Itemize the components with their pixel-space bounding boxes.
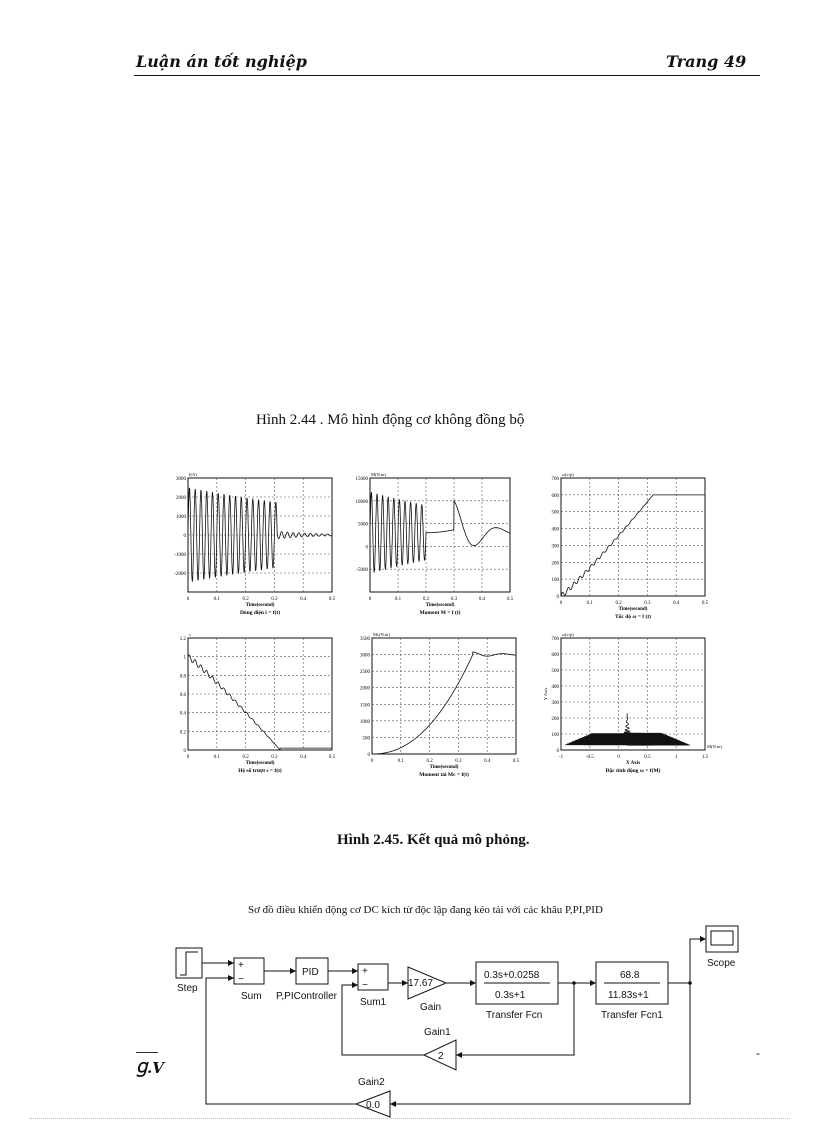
- y-tick-label: 0.2: [179, 730, 186, 736]
- y-tick-label: 1000: [176, 515, 186, 520]
- gain-value: 17.67: [408, 978, 434, 989]
- tf1-label: Transfer Fcn1: [601, 1010, 663, 1021]
- y-tick-label: 3000: [176, 477, 186, 482]
- plot-frame: [372, 638, 516, 754]
- x-tick-label: 0.2: [242, 755, 249, 760]
- x-tick-label: 0.1: [586, 601, 593, 606]
- y-axis-unit: I(A): [189, 472, 197, 477]
- x-tick-label: 0.3: [455, 759, 462, 764]
- x-tick-label: 0.4: [478, 597, 486, 602]
- plot-title: Hệ số trượt s = f(t): [238, 768, 282, 774]
- x-tick-label: 0.3: [450, 597, 458, 602]
- x-tick-label: 0: [186, 755, 190, 760]
- scope-label: Scope: [707, 958, 736, 969]
- y-axis-unit: s: [189, 632, 191, 637]
- y-tick-label: 400: [551, 527, 559, 533]
- x-tick-label: 0.2: [615, 601, 622, 606]
- plot-frame: [370, 478, 510, 592]
- y-axis-unit: ω(v/p): [562, 632, 574, 637]
- x-tick-label: 0.5: [328, 755, 336, 760]
- plot-2: [356, 472, 514, 616]
- sum-label: Sum: [241, 991, 262, 1002]
- x-tick-label: 0.4: [673, 601, 680, 606]
- x-axis-unit: M(N.m): [707, 744, 722, 749]
- figure-caption-2-44: Hình 2.44 . Mô hình động cơ không đồng bộ: [256, 412, 525, 428]
- y-tick-label: 2000: [360, 686, 370, 692]
- plot-1: [174, 472, 335, 616]
- x-tick-label: 0.4: [484, 759, 491, 764]
- page-number: Trang 49: [666, 52, 747, 71]
- y-tick-label: 300: [551, 544, 559, 550]
- x-tick-label: 0: [368, 597, 372, 602]
- plot-title: Moment M = f (t): [419, 610, 461, 616]
- y-tick-label: 0: [183, 749, 186, 754]
- y-tick-label: 1: [183, 655, 186, 661]
- y-tick-label: 0: [183, 534, 186, 539]
- y-tick-label: 0: [367, 753, 370, 758]
- x-tick-label: 0.2: [422, 597, 430, 602]
- y-tick-label: 0: [556, 595, 559, 600]
- tf1-denominator: 11.83s+1: [608, 990, 649, 1001]
- x-tick-label: 0.5: [644, 755, 651, 760]
- x-tick-label: 1.5: [701, 755, 709, 760]
- footer-rule: [136, 1052, 158, 1053]
- y-tick-label: 100: [551, 578, 559, 584]
- y-tick-label: 10000: [355, 499, 368, 505]
- x-tick-label: 0.1: [213, 755, 220, 760]
- x-tick-label: 0.2: [242, 597, 249, 602]
- y-tick-label: 2500: [360, 670, 370, 676]
- gain1-label: Gain1: [424, 1027, 451, 1038]
- y-tick-label: 3000: [360, 653, 370, 659]
- y-tick-label: 5000: [358, 522, 368, 528]
- y-tick-label: 500: [551, 669, 559, 674]
- y-tick-label: 1.2: [179, 637, 186, 642]
- y-tick-label: 700: [551, 477, 559, 482]
- x-tick-label: -0.5: [585, 755, 594, 760]
- x-axis-label: Time(second): [618, 607, 648, 612]
- y-axis-unit: Mc(N.m): [373, 632, 390, 637]
- y-tick-label: 15000: [355, 477, 368, 482]
- x-tick-label: 0.1: [397, 759, 404, 764]
- plot-4: [180, 632, 336, 774]
- header-title: Luận án tốt nghiệp: [136, 52, 307, 71]
- x-tick-label: 0.4: [300, 755, 307, 760]
- x-axis-label: Time(second): [429, 765, 459, 770]
- x-tick-label: 0: [186, 597, 190, 602]
- plot-title: Dòng điện i = f(t): [239, 610, 281, 616]
- x-axis-label: Time(second): [245, 761, 275, 766]
- tf-label: Transfer Fcn: [486, 1010, 543, 1021]
- gain2-label: Gain2: [358, 1077, 385, 1088]
- plot-title: Moment tải Mc = f(t): [419, 772, 469, 778]
- y-tick-label: 1500: [360, 703, 370, 709]
- x-tick-label: 0.2: [426, 759, 433, 764]
- y-tick-label: 200: [551, 561, 559, 567]
- y-tick-label: 500: [362, 736, 370, 742]
- y-tick-label: 500: [551, 510, 559, 516]
- gain2-value: 0.0: [366, 1100, 380, 1111]
- y-axis-unit: ω(v/p): [562, 472, 574, 477]
- tf-numerator: 0.3s+0.0258: [484, 970, 540, 981]
- x-tick-label: 0.1: [394, 597, 402, 602]
- x-tick-label: 0: [559, 601, 563, 606]
- diagram-title: Sơ đồ điều khiển động cơ DC kích từ độc lập đang kéo tải với các khâu P,PI,PID: [248, 904, 603, 916]
- footer-initials: Ɡ.V: [136, 1059, 164, 1077]
- x-tick-label: 1: [674, 755, 678, 760]
- x-tick-label: 0.3: [271, 755, 278, 760]
- sum-plus: +: [238, 960, 244, 971]
- footer-dash: -: [756, 1046, 760, 1060]
- x-tick-label: -1: [558, 755, 564, 760]
- y-tick-label: 3500: [360, 637, 370, 642]
- x-tick-label: 0.4: [300, 597, 307, 602]
- simulation-plots: [174, 472, 722, 778]
- y-tick-label: 0.6: [179, 693, 186, 698]
- pid-box-label: PID: [302, 967, 319, 978]
- y-tick-label: 0.8: [179, 674, 186, 680]
- tf1-numerator: 68.8: [620, 970, 640, 981]
- x-axis-label: Time(second): [245, 603, 275, 608]
- x-tick-label: 0.5: [506, 597, 514, 602]
- sum-minus: −: [238, 974, 244, 985]
- plot-frame: [561, 478, 705, 596]
- y-tick-label: -1000: [174, 553, 186, 558]
- y-tick-label: 200: [551, 717, 559, 722]
- y-tick-label: 100: [551, 733, 559, 738]
- pid-label: P,PIController: [276, 991, 337, 1002]
- plot-title: Tốc độ ω = f (t): [614, 614, 652, 620]
- plot-title: Đặc tính động ω = f(M): [605, 768, 661, 774]
- sum1-plus: +: [362, 966, 368, 977]
- y-tick-label: 2000: [176, 496, 186, 501]
- plot-5: [360, 632, 520, 778]
- gain-label: Gain: [420, 1002, 442, 1013]
- x-tick-label: 0.3: [644, 601, 651, 606]
- y-tick-label: 0.4: [179, 711, 186, 717]
- x-tick-label: 0: [370, 759, 374, 764]
- y-tick-label: 400: [551, 685, 559, 690]
- x-tick-label: 0.5: [512, 759, 520, 764]
- sum1-minus: −: [362, 980, 368, 991]
- y-tick-label: 600: [551, 653, 559, 658]
- x-axis-label: X Axis: [625, 761, 641, 766]
- y-tick-label: -5000: [356, 568, 368, 574]
- plot-3: [552, 472, 709, 620]
- y-tick-label: 0: [556, 749, 559, 754]
- y-tick-label: 300: [551, 701, 559, 706]
- y-tick-label: 0: [365, 545, 368, 551]
- sum1-label: Sum1: [360, 997, 387, 1008]
- x-tick-label: 0.5: [328, 597, 336, 602]
- step-label: Step: [177, 983, 198, 994]
- y-tick-label: 700: [551, 637, 559, 642]
- footer-dotted-line: [30, 1118, 790, 1119]
- x-tick-label: 0.5: [701, 601, 709, 606]
- plot-6: [543, 632, 722, 774]
- y-tick-label: 600: [551, 493, 559, 499]
- simulink-diagram: [176, 904, 738, 1117]
- x-tick-label: 0.3: [271, 597, 278, 602]
- y-tick-label: -2000: [174, 572, 186, 577]
- y-tick-label: 1000: [360, 719, 370, 725]
- figure-caption-2-45: Hình 2.45. Kết quả mô phỏng.: [337, 832, 530, 848]
- x-tick-label: 0: [617, 755, 620, 760]
- tf-denominator: 0.3s+1: [495, 990, 526, 1001]
- y-axis-label: Y Axis: [543, 687, 548, 701]
- x-axis-label: Time(second): [425, 603, 455, 608]
- y-axis-unit: M(N.m): [371, 472, 386, 477]
- x-tick-label: 0.1: [213, 597, 220, 602]
- gain1-value: 2: [438, 1051, 444, 1062]
- scope-icon: [711, 931, 733, 945]
